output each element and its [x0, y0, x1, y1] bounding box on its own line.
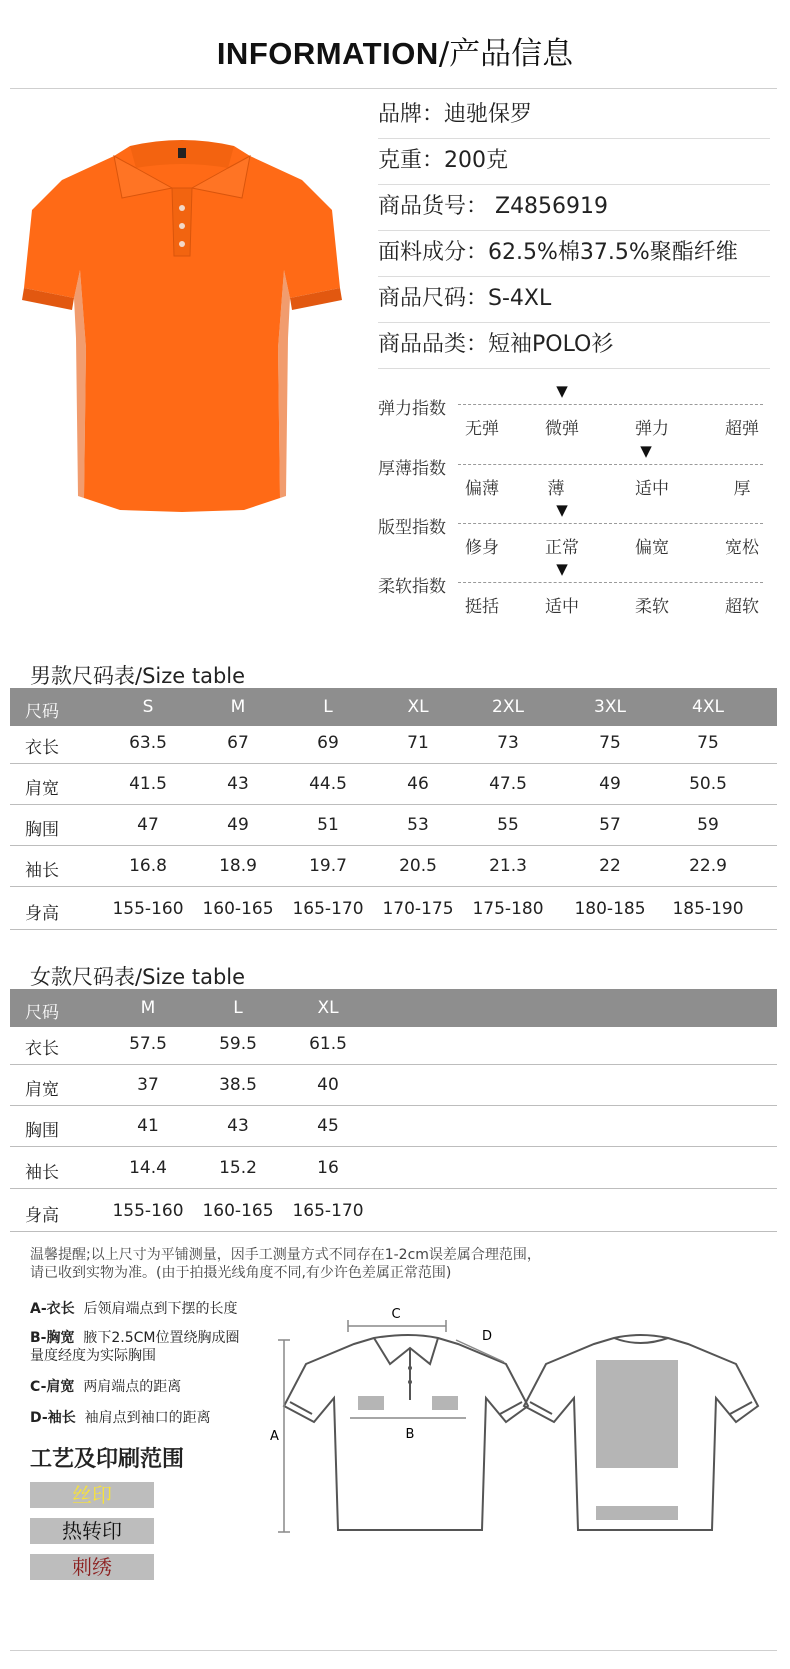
table-row-divider: [10, 1146, 777, 1147]
table-cell: 71: [407, 733, 429, 753]
craft-heat-transfer: 热转印: [30, 1518, 154, 1544]
women-size-table-header: [10, 989, 777, 1027]
index-option: 正常: [545, 538, 579, 558]
table-cell: 22.9: [689, 856, 727, 876]
table-header-cell: M: [230, 697, 246, 717]
table-cell: 40: [317, 1075, 339, 1095]
table-row-divider: [10, 929, 777, 930]
measure-desc-c: C-肩宽 两肩端点的距离: [30, 1379, 182, 1395]
diagram-label-d: D: [482, 1329, 493, 1344]
table-header-label: 尺码: [25, 1003, 59, 1023]
table-cell: 75: [599, 733, 621, 753]
index-option: 超软: [725, 597, 759, 617]
craft-embroidery: 刺绣: [30, 1554, 154, 1580]
page-title-cn: /产品信息: [438, 36, 574, 72]
men-size-table-title: 男款尺码表/Size table: [30, 664, 246, 688]
info-row-category: 商品品类：短袖POLO衫: [378, 322, 770, 369]
table-cell: 16: [317, 1158, 339, 1178]
table-row-divider: [10, 1105, 777, 1106]
index-title: 厚薄指数: [378, 459, 446, 479]
index-scale-line: [458, 404, 763, 405]
measurement-note-line1: 温馨提醒;以上尺寸为平铺测量，因手工测量方式不同存在1-2cm误差属合理范围，: [30, 1247, 541, 1263]
table-header-cell: 2XL: [492, 697, 524, 717]
index-option: 微弹: [545, 419, 579, 439]
table-header-cell: L: [233, 998, 243, 1018]
table-cell: 37: [137, 1075, 159, 1095]
table-cell: 38.5: [219, 1075, 257, 1095]
table-header-label: 尺码: [25, 702, 59, 722]
table-cell: 45: [317, 1116, 339, 1136]
info-row-fabric: 面料成分：62.5%棉37.5%聚酯纤维: [378, 230, 770, 277]
index-scale-line: [458, 582, 763, 583]
table-row-divider: [10, 845, 777, 846]
index-option: 薄: [547, 479, 565, 499]
table-row-label: 袖长: [25, 861, 59, 881]
table-header-cell: 4XL: [692, 697, 724, 717]
table-cell: 175-180: [472, 899, 544, 919]
table-cell: 57.5: [129, 1034, 167, 1054]
table-cell: 69: [317, 733, 339, 753]
table-cell: 19.7: [309, 856, 347, 876]
measure-desc-d: D-袖长 袖肩点到袖口的距离: [30, 1410, 211, 1426]
index-option: 适中: [635, 479, 669, 499]
page-title: [0, 28, 790, 73]
index-selected-marker: ▼: [640, 442, 652, 460]
table-header-cell: L: [323, 697, 333, 717]
table-cell: 22: [599, 856, 621, 876]
index-option: 超弹: [725, 419, 759, 439]
table-row-divider: [10, 763, 777, 764]
table-header-cell: XL: [407, 697, 429, 717]
table-cell: 49: [227, 815, 249, 835]
measurement-note-line2: 请已收到实物为准。(由于拍摄光线角度不同,有少许色差属正常范围): [30, 1265, 452, 1281]
table-cell: 43: [227, 1116, 249, 1136]
table-row-label: 身高: [25, 904, 59, 924]
table-row-label: 身高: [25, 1206, 59, 1226]
index-selected-marker: ▼: [556, 501, 568, 519]
table-cell: 44.5: [309, 774, 347, 794]
product-image: [22, 138, 342, 538]
index-option: 弹力: [635, 419, 669, 439]
page-title-en: INFORMATION: [216, 36, 439, 71]
table-cell: 51: [317, 815, 339, 835]
info-row-item-number: 商品货号： Z4856919: [378, 184, 770, 231]
index-option: 适中: [545, 597, 579, 617]
table-header-cell: M: [140, 998, 156, 1018]
table-cell: 59: [697, 815, 719, 835]
table-cell: 18.9: [219, 856, 257, 876]
table-row-label: 袖长: [25, 1163, 59, 1183]
index-option: 偏薄: [465, 479, 499, 499]
table-header-cell: 3XL: [594, 697, 626, 717]
table-row-label: 胸围: [25, 820, 59, 840]
index-option: 柔软: [635, 597, 669, 617]
index-title: 柔软指数: [378, 577, 446, 597]
table-cell: 46: [407, 774, 429, 794]
table-cell: 21.3: [489, 856, 527, 876]
table-cell: 155-160: [112, 1201, 184, 1221]
table-cell: 160-165: [202, 1201, 274, 1221]
index-option: 厚: [733, 479, 751, 499]
table-cell: 50.5: [689, 774, 727, 794]
index-scale-line: [458, 464, 763, 465]
table-cell: 53: [407, 815, 429, 835]
measure-desc-b: B-胸宽 腋下2.5CM位置绕胸成圈: [30, 1330, 240, 1346]
table-cell: 57: [599, 815, 621, 835]
diagram-label-b: B: [405, 1427, 415, 1442]
table-cell: 165-170: [292, 899, 364, 919]
diagram-label-a: A: [270, 1429, 279, 1444]
table-cell: 155-160: [112, 899, 184, 919]
table-cell: 47: [137, 815, 159, 835]
table-row-divider: [10, 1064, 777, 1065]
index-option: 无弹: [465, 419, 499, 439]
info-row-size: 商品尺码：S-4XL: [378, 276, 770, 323]
table-cell: 59.5: [219, 1034, 257, 1054]
table-cell: 43: [227, 774, 249, 794]
table-cell: 67: [227, 733, 249, 753]
table-row-divider: [10, 1188, 777, 1189]
table-row-divider: [10, 886, 777, 887]
measure-desc-b2: 量度经度为实际胸围: [30, 1348, 156, 1364]
table-header-cell: XL: [317, 998, 339, 1018]
table-cell: 165-170: [292, 1201, 364, 1221]
index-selected-marker: ▼: [556, 382, 568, 400]
diagram-label-c: C: [391, 1307, 401, 1322]
table-row-label: 衣长: [25, 738, 59, 758]
table-row-divider: [10, 1231, 777, 1232]
index-scale-line: [458, 523, 763, 524]
table-cell: 185-190: [672, 899, 744, 919]
craft-title: 工艺及印刷范围: [30, 1447, 185, 1472]
index-selected-marker: ▼: [556, 560, 568, 578]
index-option: 宽松: [725, 538, 759, 558]
table-cell: 180-185: [574, 899, 646, 919]
table-cell: 61.5: [309, 1034, 347, 1054]
table-header-cell: S: [142, 697, 154, 717]
table-row-label: 肩宽: [25, 1080, 59, 1100]
table-cell: 47.5: [489, 774, 527, 794]
table-row-label: 肩宽: [25, 779, 59, 799]
table-cell: 15.2: [219, 1158, 257, 1178]
table-cell: 41: [137, 1116, 159, 1136]
table-row-divider: [10, 804, 777, 805]
table-cell: 63.5: [129, 733, 167, 753]
measurement-diagram: [270, 1300, 770, 1540]
info-row-weight: 克重：200克: [378, 138, 770, 185]
women-size-table-title: 女款尺码表/Size table: [30, 965, 246, 989]
table-cell: 49: [599, 774, 621, 794]
index-title: 弹力指数: [378, 399, 446, 419]
index-option: 挺括: [465, 597, 499, 617]
table-row-label: 衣长: [25, 1039, 59, 1059]
table-cell: 170-175: [382, 899, 454, 919]
table-row-label: 胸围: [25, 1121, 59, 1141]
table-cell: 41.5: [129, 774, 167, 794]
table-cell: 14.4: [129, 1158, 167, 1178]
men-size-table-header: [10, 688, 777, 726]
table-cell: 75: [697, 733, 719, 753]
polo-shirt-illustration: [22, 140, 342, 512]
table-cell: 20.5: [399, 856, 437, 876]
craft-silk-screen: 丝印: [30, 1482, 154, 1508]
table-cell: 16.8: [129, 856, 167, 876]
header-divider: [10, 88, 777, 89]
index-title: 版型指数: [378, 518, 446, 538]
info-row-brand: 品牌：迪驰保罗: [378, 92, 770, 139]
index-option: 修身: [465, 538, 499, 558]
table-cell: 73: [497, 733, 519, 753]
table-cell: 160-165: [202, 899, 274, 919]
measure-desc-a: A-衣长 后领肩端点到下摆的长度: [30, 1301, 238, 1317]
index-option: 偏宽: [635, 538, 669, 558]
table-cell: 55: [497, 815, 519, 835]
footer-divider: [10, 1650, 777, 1651]
